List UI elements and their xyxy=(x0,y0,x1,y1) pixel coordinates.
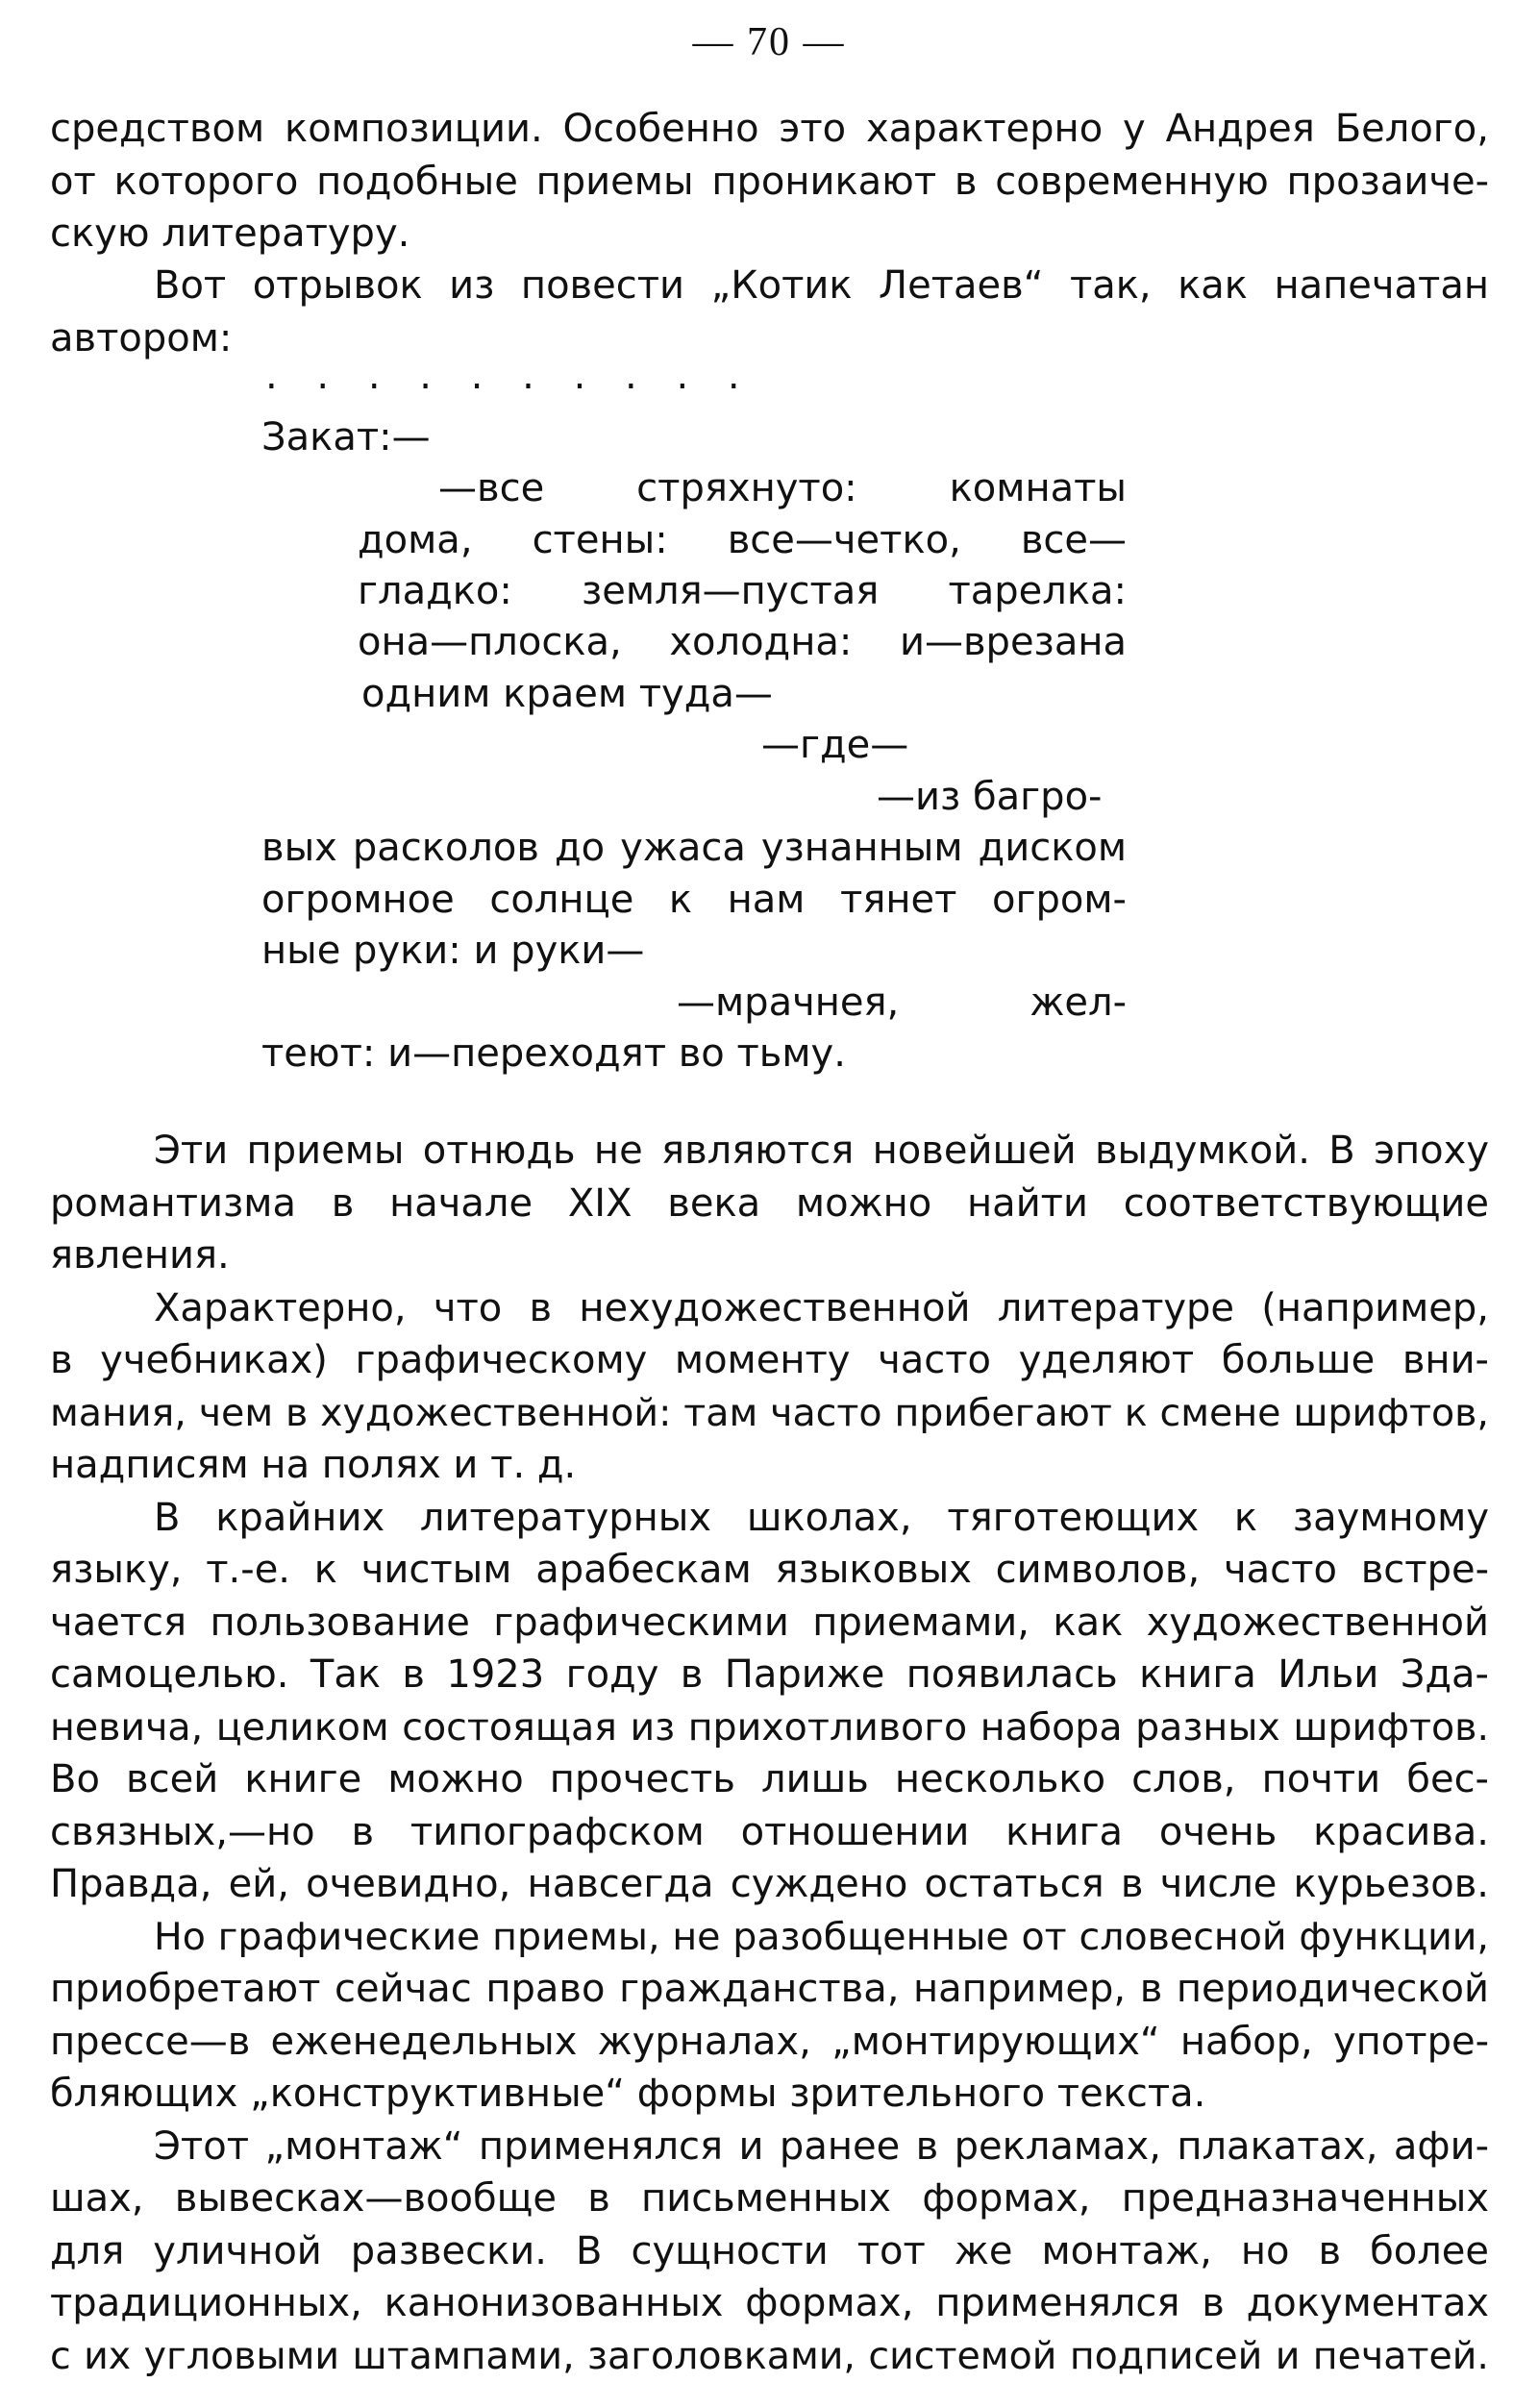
paragraph-line: Характерно, что в нехудожественной литературе (например, xyxy=(154,1286,1489,1330)
page-number: — 70 — xyxy=(692,20,846,64)
excerpt-line xyxy=(358,616,1127,668)
quote-intro-line: автором: xyxy=(50,316,233,360)
paragraph-line: с их угловыми штампами, заголовками, системой подписей и печатей. xyxy=(50,2334,1489,2378)
excerpt-line-text: гладко: земля—пустая тарелка: xyxy=(358,569,1127,613)
excerpt-line xyxy=(358,565,1127,617)
paragraph-line: Но графические приемы, не разобщенные от словесной функции, xyxy=(154,1915,1489,1959)
excerpt-line-text: вых расколов до ужаса узнанным диском xyxy=(261,826,1127,870)
paragraph-line: Во всей книге можно прочесть лишь несколько слов, почти бес- xyxy=(50,1757,1489,1801)
intro-line: скую литературу. xyxy=(50,211,410,256)
paragraph-line: невича, целиком состоящая из прихотливого набора разных шрифтов. xyxy=(50,1705,1489,1750)
excerpt-line-text: —мрачнея, жел- xyxy=(677,981,1127,1025)
paragraph-line: приобретают сейчас право гражданства, например, в периодической xyxy=(50,1967,1489,2011)
excerpt-line-text: она—плоска, холодна: и—врезана xyxy=(358,620,1127,664)
paragraph-line: связных,—но в типографском отношении книга очень красива. xyxy=(50,1810,1489,1854)
excerpt-line xyxy=(261,822,1127,874)
paragraph-line: явления. xyxy=(50,1233,230,1278)
excerpt-line: теют: и—переходят во тьму. xyxy=(261,1031,846,1076)
paragraph-line: традиционных, канонизованных формах, применялся в документах xyxy=(50,2281,1489,2325)
excerpt-zakat: Закат:— xyxy=(261,415,431,459)
paragraph-line: для уличной развески. В сущности тот же монтаж, но в более xyxy=(50,2229,1489,2273)
paragraph-line: самоцелью. Так в 1923 году в Париже появилась книга Ильи Зда- xyxy=(50,1652,1489,1697)
intro-line: от которого подобные приемы проникают в современную прозаиче- xyxy=(50,160,1489,204)
excerpt-line-text: огромное солнце к нам тянет огром- xyxy=(261,878,1127,922)
excerpt-line xyxy=(358,514,1127,566)
paragraph-line: Этот „монтаж“ применялся и ранее в рекламах, плакатах, афи- xyxy=(154,2124,1489,2169)
excerpt-line: —из багро- xyxy=(877,775,1103,819)
paragraph-line: В крайних литературных школах, тяготеющих к заумному xyxy=(154,1496,1489,1540)
excerpt-line xyxy=(438,462,1127,514)
excerpt-line: ные руки: и руки— xyxy=(261,929,645,973)
paragraph-line: чается пользование графическими приемами, как художественной xyxy=(50,1601,1489,1645)
paragraph-line: в учебниках) графическому моменту часто уделяют больше вни- xyxy=(50,1338,1489,1382)
excerpt-line-text: дома, стены: все—четко, все— xyxy=(358,518,1127,562)
paragraph-line: языку, т.-е. к чистым арабескам языковых символов, часто встре- xyxy=(50,1548,1489,1592)
paragraph-line: прессе—в еженедельных журналах, „монтирующих“ набор, употре- xyxy=(50,2020,1489,2064)
paragraph-line: бляющих „конструктивные“ формы зрительного текста. xyxy=(50,2072,1206,2116)
paragraph-line: романтизма в начале XIX века можно найти соответствующие xyxy=(50,1181,1489,1226)
excerpt-line xyxy=(677,977,1127,1029)
excerpt-line-text: —все стряхнуто: комнаты xyxy=(438,466,1127,510)
paragraph-line: Правда, ей, очевидно, навсегда суждено остаться в числе курьезов. xyxy=(50,1862,1489,1906)
paragraph-line: шах, вывесках—вообще в письменных формах, предназначенных xyxy=(50,2176,1489,2221)
excerpt-line: одним краем туда— xyxy=(361,672,773,716)
paragraph-line: Эти приемы отнюдь не являются новейшей выдумкой. В эпоху xyxy=(154,1129,1489,1173)
paragraph-line: надписям на полях и т. д. xyxy=(50,1443,577,1487)
excerpt-line xyxy=(261,874,1127,926)
paragraph-line: мания, чем в художественной: там часто прибегают к смене шрифтов, xyxy=(50,1391,1489,1435)
quote-intro-line: Вот отрывок из повести „Котик Летаев“ так, как напечатан xyxy=(154,263,1489,308)
excerpt-ellipsis: . . . . . . . . . . xyxy=(265,354,754,398)
intro-line: средством композиции. Особенно это характерно у Андрея Белого, xyxy=(50,107,1489,151)
excerpt-line: —где— xyxy=(761,723,909,767)
